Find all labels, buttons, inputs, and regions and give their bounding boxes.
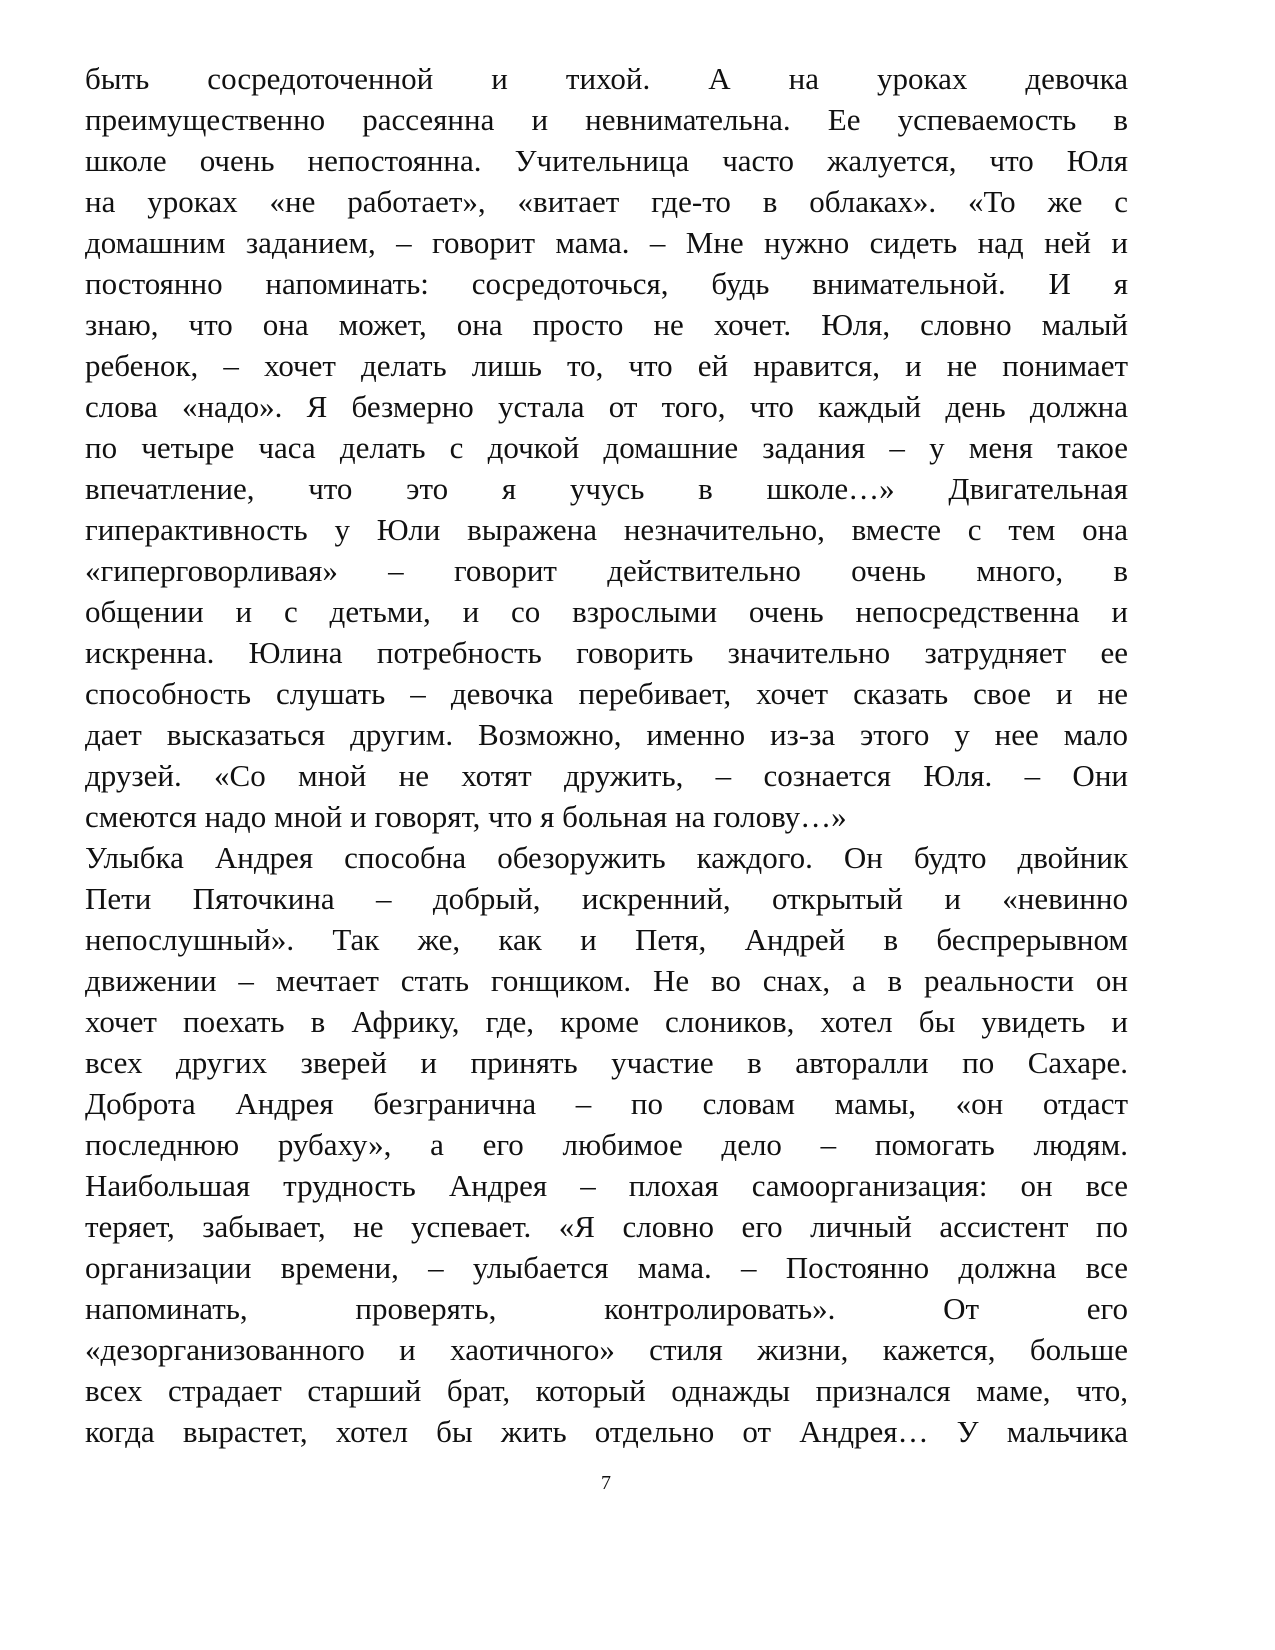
text-line: общении и с детьми, и со взрослыми очень непосредственна и [85, 594, 1128, 629]
text-line: гиперактивность у Юли выражена незначительно, вместе с тем она [85, 512, 1128, 547]
text-line: всех других зверей и принять участие в авторалли по Сахаре. [85, 1045, 1128, 1080]
text-line: теряет, забывает, не успевает. «Я словно его личный ассистент по [85, 1209, 1128, 1244]
text-line: непослушный». Так же, как и Петя, Андрей в беспрерывном [85, 922, 1128, 957]
text-line: дает высказаться другим. Возможно, именно из-за этого у нее мало [85, 717, 1128, 752]
text-line: Улыбка Андрея способна обезоружить каждого. Он будто двойник [85, 840, 1128, 875]
text-line: на уроках «не работает», «витает где-то в облаках». «То же с [85, 184, 1128, 219]
text-line: слова «надо». Я безмерно устала от того, что каждый день должна [85, 389, 1128, 424]
document-body [85, 58, 1128, 1452]
text-line: напоминать, проверять, контролировать». От его [85, 1291, 1128, 1326]
text-line: когда вырастет, хотел бы жить отдельно от Андрея… У мальчика [85, 1414, 1128, 1449]
text-line: смеются надо мной и говорят, что я больная на голову…» [85, 799, 847, 834]
paragraph [85, 837, 1128, 1452]
text-line: последнюю рубаху», а его любимое дело – помогать людям. [85, 1127, 1128, 1162]
text-line: Пети Пяточкина – добрый, искренний, открытый и «невинно [85, 881, 1128, 916]
text-line: ребенок, – хочет делать лишь то, что ей нравится, и не понимает [85, 348, 1128, 383]
text-line: впечатление, что это я учусь в школе…» Двигательная [85, 471, 1128, 506]
page-number: 7 [601, 1472, 611, 1494]
text-line: по четыре часа делать с дочкой домашние задания – у меня такое [85, 430, 1128, 465]
text-line: преимущественно рассеянна и невнимательна. Ее успеваемость в [85, 102, 1128, 137]
text-line: домашним заданием, – говорит мама. – Мне нужно сидеть над ней и [85, 225, 1128, 260]
text-line: знаю, что она может, она просто не хочет. Юля, словно малый [85, 307, 1128, 342]
text-line: всех страдает старший брат, который однажды признался маме, что, [85, 1373, 1128, 1408]
text-line: Доброта Андрея безгранична – по словам мамы, «он отдаст [85, 1086, 1128, 1121]
paragraph [85, 58, 1128, 837]
text-line: быть сосредоточенной и тихой. А на уроках девочка [85, 61, 1128, 96]
text-line: способность слушать – девочка перебивает, хочет сказать свое и не [85, 676, 1128, 711]
text-line: школе очень непостоянна. Учительница часто жалуется, что Юля [85, 143, 1128, 178]
text-line: друзей. «Со мной не хотят дружить, – сознается Юля. – Они [85, 758, 1128, 793]
text-line: искренна. Юлина потребность говорить значительно затрудняет ее [85, 635, 1128, 670]
text-line: организации времени, – улыбается мама. – Постоянно должна все [85, 1250, 1128, 1285]
text-line: «дезорганизованного и хаотичного» стиля жизни, кажется, больше [85, 1332, 1128, 1367]
text-line: постоянно напоминать: сосредоточься, будь внимательной. И я [85, 266, 1128, 301]
text-line: Наибольшая трудность Андрея – плохая самоорганизация: он все [85, 1168, 1128, 1203]
text-line: «гиперговорливая» – говорит действительно очень много, в [85, 553, 1128, 588]
text-line: хочет поехать в Африку, где, кроме слоников, хотел бы увидеть и [85, 1004, 1128, 1039]
text-line: движении – мечтает стать гонщиком. Не во снах, а в реальности он [85, 963, 1128, 998]
